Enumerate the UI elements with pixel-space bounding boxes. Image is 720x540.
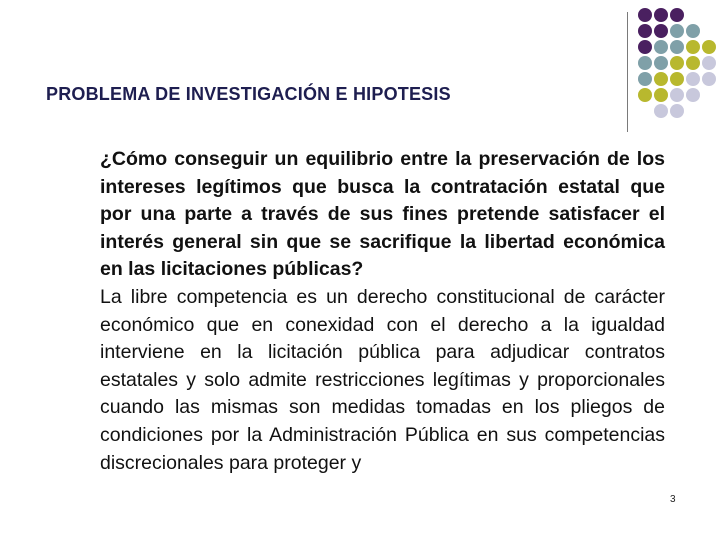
decorative-dot: [638, 8, 652, 22]
decorative-dot: [638, 88, 652, 102]
slide-number: 3: [670, 494, 676, 505]
decorative-dot: [638, 24, 652, 38]
decorative-dot: [702, 56, 716, 70]
vertical-divider: [627, 12, 628, 132]
decorative-dot: [670, 24, 684, 38]
decorative-dot: [654, 40, 668, 54]
decorative-dot: [670, 104, 684, 118]
research-question: ¿Cómo conseguir un equilibrio entre la preservación de los intereses legítimos que busca la contratación estatal que por una parte a través de sus fines pretende satisfacer el interés general sin que se sacrifique la libertad económica en las licitaciones públicas?: [100, 148, 665, 281]
hypothesis-text: La libre competencia es un derecho constitucional de carácter económico que en conexidad con el derecho a la igualdad interviene en la licitación pública para adjudicar contratos estatales y solo admite restricciones legítimas y proporcionales cuando las mismas son medidas tomadas en los pliegos de condiciones por la Administración Pública en sus competencias discrecionales para proteger y: [100, 285, 665, 474]
decorative-dot: [702, 40, 716, 54]
slide-body: [100, 146, 665, 477]
decorative-dot: [702, 72, 716, 86]
decorative-dot: [654, 24, 668, 38]
decorative-dot: [670, 40, 684, 54]
decorative-dot: [686, 72, 700, 86]
decorative-dot: [654, 104, 668, 118]
decorative-dot: [654, 72, 668, 86]
decorative-dot: [670, 56, 684, 70]
decorative-dot: [686, 56, 700, 70]
decorative-dot: [686, 88, 700, 102]
decorative-dot: [638, 72, 652, 86]
decorative-dot: [654, 88, 668, 102]
decorative-dot-grid: [638, 8, 720, 118]
slide-title: PROBLEMA DE INVESTIGACIÓN E HIPOTESIS: [46, 84, 451, 104]
decorative-dot: [670, 8, 684, 22]
decorative-dot: [686, 40, 700, 54]
decorative-dot: [670, 88, 684, 102]
decorative-dot: [654, 56, 668, 70]
decorative-dot: [638, 40, 652, 54]
decorative-dot: [638, 56, 652, 70]
decorative-dot: [686, 24, 700, 38]
decorative-dot: [654, 8, 668, 22]
decorative-dot: [670, 72, 684, 86]
